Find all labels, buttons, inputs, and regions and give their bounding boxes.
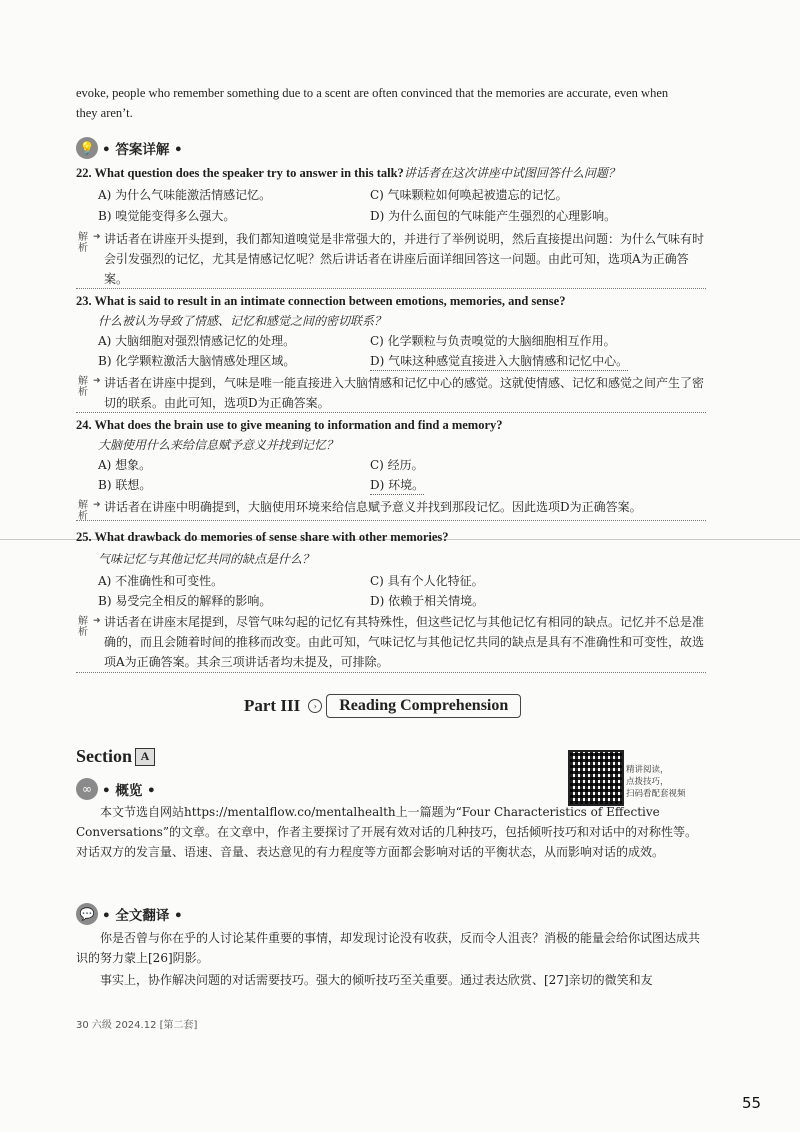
divider <box>76 520 706 521</box>
q24-question-cn: 大脑使用什么来给信息赋予意义并找到记忆？ <box>98 438 339 452</box>
qr-caption: 精讲阅读， 点拨技巧， 扫码看配套视频 <box>626 765 686 799</box>
glasses-icon: ∞ <box>76 778 98 800</box>
arrow-icon: ➜ <box>93 616 101 626</box>
intro-line-2: they aren’t. <box>76 106 133 120</box>
divider <box>76 672 706 673</box>
section-heading <box>76 746 155 767</box>
q23-question: 23. What is said to result in an intimate connection between emotions, memories, and sense? <box>76 294 566 308</box>
part-heading <box>244 694 521 718</box>
q24-jiexi-label: 解析 <box>78 500 88 522</box>
q24-explanation: 讲话者在讲座中明确提到，大脑使用环境来给信息赋予意义并找到那段记忆。因此选项D为正确答案。 <box>104 500 642 514</box>
q24-option-d: D) 环境。 <box>370 476 424 495</box>
divider <box>76 288 706 289</box>
q22-option-a: A) 为什么气味能激活情感记忆。 <box>98 188 272 202</box>
part-title: Reading Comprehension <box>326 694 521 718</box>
q25-explanation: 讲话者在讲座末尾提到，尽管气味勾起的记忆有其特殊性，但这些记忆与其他记忆有相同的缺点。记忆并不总是准确的，而且会随着时间的推移而改变。由此可知，气味记忆与其他记忆共同的缺点是具有不准确性和可变性，故选项A为正确答案。其余三项讲话者均未提及，可排除。 <box>104 615 705 669</box>
intro-line-1: evoke, people who remember something due to a scent are often convinced that the memories are accurate, even when <box>76 86 669 100</box>
translation-title: • 全文翻译 • <box>102 908 183 924</box>
q25-option-a: A) 不准确性和可变性。 <box>98 574 224 588</box>
q22-option-c: C) 气味颗粒如何唤起被遗忘的记忆。 <box>370 188 568 202</box>
page-number: 55 <box>742 1094 762 1112</box>
qr-code-icon[interactable] <box>568 750 624 806</box>
translation-paragraph-1: 你是否曾与你在乎的人讨论某件重要的事情，却发现讨论没有收获，反而令人沮丧？消极的能量会给你试图达成共识的努力蒙上[26]阴影。 <box>76 931 701 965</box>
q23-option-d: D) 气味这种感觉直接进入大脑情感和记忆中心。 <box>370 352 628 371</box>
q22-question: 22. What question does the speaker try to answer in this talk?讲话者在这次讲座中试图回答什么问题？ <box>76 166 620 180</box>
q24-option-c: C) 经历。 <box>370 458 424 472</box>
q22-explanation: 讲话者在讲座开头提到，我们都知道嗅觉是非常强大的，并进行了举例说明，然后直接提出问题：为什么气味有时会引发强烈的记忆，尤其是情感记忆呢？然后讲话者在讲座后面详细回答这一问题。由此可知，选项A为正确答案。 <box>104 232 705 286</box>
part-label: Part III <box>244 696 301 715</box>
q25-option-b: B) 易受完全相反的解释的影响。 <box>98 594 272 608</box>
q25-option-d: D) 依赖于相关情境。 <box>370 594 485 608</box>
q22-option-b: B) 嗅觉能变得多么强大。 <box>98 209 236 223</box>
arrow-icon: ➜ <box>93 500 101 510</box>
q23-option-c: C) 化学颗粒与负责嗅觉的大脑细胞相互作用。 <box>370 334 616 348</box>
q24-option-b: B) 联想。 <box>98 478 152 492</box>
answers-section-header <box>76 136 183 160</box>
q25-question-cn: 气味记忆与其他记忆共同的缺点是什么？ <box>98 552 315 566</box>
arrow-icon: ➜ <box>93 376 101 386</box>
translation-header <box>76 902 183 926</box>
answers-section-title: • 答案详解 • <box>102 142 183 158</box>
q25-question: 25. What drawback do memories of sense share with other memories? <box>76 530 449 544</box>
arrow-icon: ➜ <box>93 232 101 242</box>
section-letter: A <box>135 748 155 766</box>
q23-explanation: 讲话者在讲座中提到，气味是唯一能直接进入大脑情感和记忆中心的感觉。这就使情感、记忆和感觉之间产生了密切的联系。由此可知，选项D为正确答案。 <box>104 376 705 410</box>
speech-bubble-icon: 💬 <box>76 903 98 925</box>
q24-option-a: A) 想象。 <box>98 458 152 472</box>
lightbulb-icon: 💡 <box>76 137 98 159</box>
overview-header <box>76 777 156 801</box>
translation-paragraph-2: 事实上，协作解决问题的对话需要技巧。强大的倾听技巧至关重要。通过表达欣赏、[27]亲切的微笑和友 <box>100 973 653 987</box>
q23-question-cn: 什么被认为导致了情感、记忆和感觉之间的密切联系？ <box>98 314 387 328</box>
q25-jiexi-label: 解析 <box>78 616 88 638</box>
q23-option-b: B) 化学颗粒激活大脑情感处理区域。 <box>98 354 296 368</box>
divider <box>76 412 706 413</box>
q23-option-a: A) 大脑细胞对强烈情感记忆的处理。 <box>98 334 296 348</box>
section-label: Section <box>76 746 132 766</box>
q25-option-c: C) 具有个人化特征。 <box>370 574 484 588</box>
q22-option-d: D) 为什么面包的气味能产生强烈的心理影响。 <box>370 209 617 223</box>
q22-jiexi-label: 解析 <box>78 232 88 254</box>
overview-text: 本文节选自网站https://mentalflow.co/mentalhealth上一篇题为“Four Characteristics of Effective Conversations”的文章。在文章中，作者主要探讨了开展有效对话的几种技巧，包括倾听技巧和对话中的对称性等。对话双方的发言量、语速、音量、表达意见的有力程度等方面都会影响对话的平衡状态，从而影响对话的成效。 <box>76 805 697 859</box>
page-footer: 30 六级 2024.12 [第二套] <box>76 1020 198 1031</box>
q23-jiexi-label: 解析 <box>78 376 88 398</box>
q24-question: 24. What does the brain use to give meaning to information and find a memory? <box>76 418 503 432</box>
overview-title: • 概览 • <box>102 783 156 799</box>
chevron-right-icon: › <box>308 699 322 713</box>
